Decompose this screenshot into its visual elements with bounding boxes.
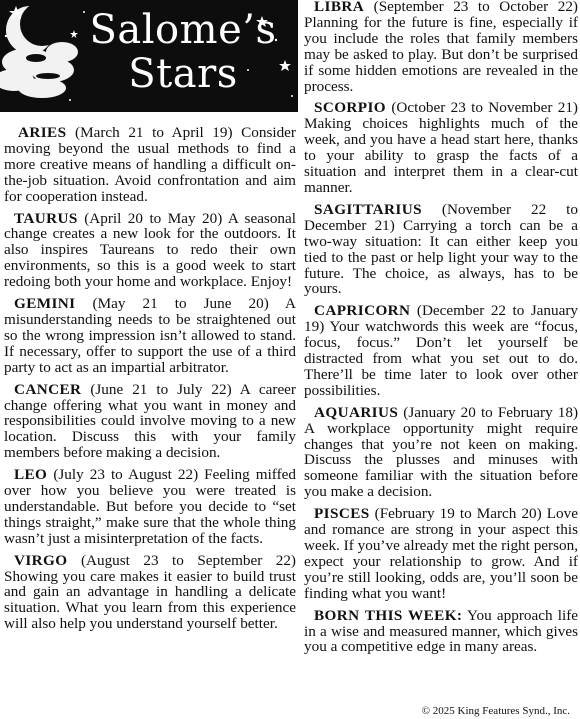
born-this-week [304, 608, 578, 656]
horoscope-gemini [4, 296, 296, 376]
sign-name: SAGITTARIUS [314, 200, 422, 218]
title-line-1: Salome’s [89, 7, 277, 53]
horoscope-virgo [4, 553, 296, 633]
horoscope-taurus [4, 211, 296, 291]
title-line-2: Stars [128, 51, 238, 97]
horoscope-cancer [4, 382, 296, 462]
sign-name: TAURUS [14, 209, 78, 227]
sign-name: LIBRA [314, 0, 365, 15]
sign-text: (January 20 to February 18) A workplace opportunity might require changes that you’re not keen on making. Discuss the plusses and minuses with someone familiar with the situation before you make a decision. [304, 403, 578, 501]
horoscope-libra [304, 0, 578, 94]
sign-text: (December 22 to January 19) Your watchwords this week are “focus, focus, focus.” Don’t let yourself be distracted from what you set out to do. There’ll be time later to look over other possibilities. [304, 302, 578, 399]
sign-text: (February 19 to March 20) Love and romance are strong in your aspect this week. If you’ve already met the right person, expect your relationship to grow. And if you’re still looking, odds are, you’ll soon be finding what you want! [304, 505, 578, 602]
sign-name: CAPRICORN [314, 302, 411, 320]
horoscope-leo [4, 467, 296, 547]
horoscope-pisces [304, 506, 578, 601]
sign-name: CANCER [14, 380, 82, 398]
sign-text: (May 21 to June 20) A misunderstanding needs to be straightened out so the wrong impression isn’t allowed to stand. If necessary, offer to support the use of a third party to act as an impartial arbitrator. [4, 295, 296, 376]
sign-text: (September 23 to October 22) Planning for the future is fine, especially if you include the roles that family members may be asked to play. But don’t be surprised if some hidden emotions are revealed in the process. [304, 0, 578, 95]
sign-name: AQUARIUS [314, 403, 399, 421]
sign-name: GEMINI [14, 295, 76, 313]
header-banner [0, 0, 298, 112]
horoscope-capricorn [304, 303, 578, 398]
sign-text: (October 23 to November 21) Making choices highlights much of the week, and you have a head start here, thanks to your ability to grasp the facts of a situation and interpret them in a clear-cut manner. [304, 99, 578, 196]
sign-text: You approach life in a wise and measured manner, which gives you a competitive edge in many areas. [304, 606, 579, 656]
sign-name: PISCES [314, 505, 370, 523]
horoscope-aquarius [304, 405, 578, 500]
horoscope-sagittarius [304, 202, 578, 297]
horoscope-scorpio [304, 100, 578, 195]
left-column [4, 125, 296, 638]
sign-text: (November 22 to December 21) Carrying a torch can be a two-way situation: It can either keep you tied to the past or help light your way to the future. The choice, as always, has to be yours. [304, 200, 578, 298]
page-title [78, 8, 288, 96]
sign-text: (August 23 to September 22) Showing you care makes it easier to build trust and gain an advantage in handling a delicate situation. What you learn from this experience will also help you understand yourself better. [4, 551, 296, 633]
sign-text: (June 21 to July 22) A career change offering what you want in money and responsibilities could involve moving to a new location. Discuss this with your family members before making a decision. [4, 380, 296, 462]
sign-name: LEO [14, 466, 48, 484]
sign-name: SCORPIO [314, 99, 386, 117]
sign-name: BORN THIS WEEK: [314, 606, 463, 624]
right-column [304, 0, 578, 661]
sign-name: VIRGO [14, 551, 68, 569]
horoscope-aries [4, 125, 296, 205]
sign-name: ARIES [18, 124, 67, 141]
copyright-notice: © 2025 King Features Synd., Inc. [421, 705, 570, 717]
sign-text: (March 21 to April 19) Consider moving beyond the usual methods to find a more creative means of handling a difficult on-the-job situation. Avoid confrontation and aim for cooperation instead. [4, 124, 296, 205]
sign-text: (April 20 to May 20) A seasonal change creates a new look for the outdoors. It also inspires Taureans to redo their own environments, so this is a good week to start redoing both your home and workplace. Enjoy! [4, 209, 296, 291]
sign-text: (July 23 to August 22) Feeling miffed over how you believe you were treated is understandable. But before you decide to “set things straight,” make sure that the whole thing wasn’t just a misinterpretation of the facts. [4, 466, 296, 547]
